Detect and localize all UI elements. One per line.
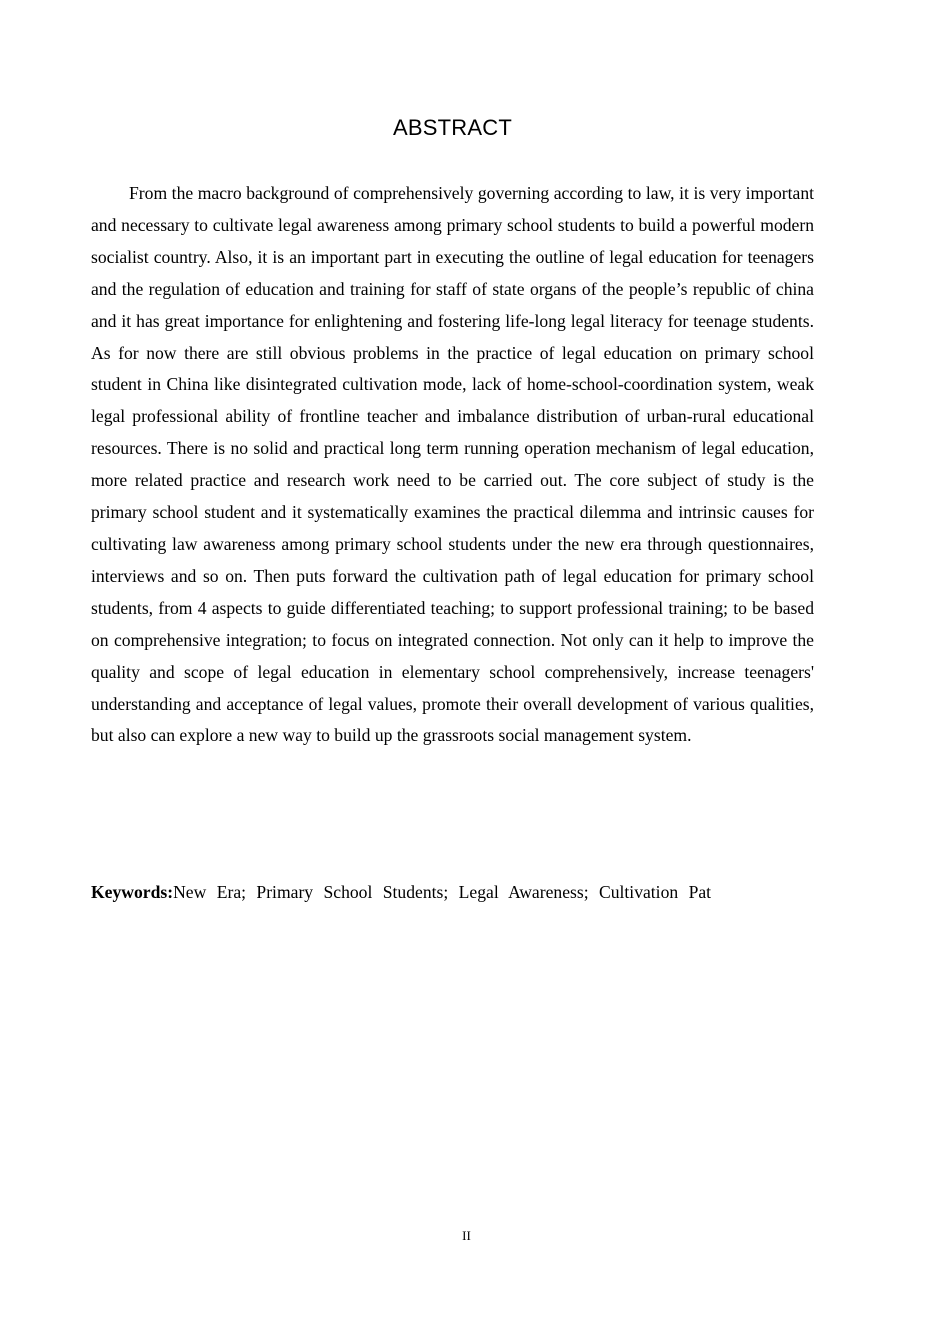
keywords-text: New Era; Primary School Students; Legal Awareness; Cultivation Pat: [173, 882, 712, 902]
abstract-heading: ABSTRACT: [393, 115, 512, 140]
page-number: II: [462, 1228, 471, 1243]
abstract-body: From the macro background of comprehensively governing according to law, it is very important and necessary to cultivate legal awareness among primary school students to build a powerful modern socialist country. Also, it is an important part in executing the outline of legal education for teenagers and the regulation of education and training for staff of state organs of the people’s republic of china and it has great importance for enlightening and fostering life-long legal literacy for teenage students. As for now there are still obvious problems in the practice of legal education on primary school student in China like disintegrated cultivation mode, lack of home-school-coordination system, weak legal professional ability of frontline teacher and imbalance distribution of urban-rural educational resources. There is no solid and practical long term running operation mechanism of legal education, more related practice and research work need to be carried out. The core subject of study is the primary school student and it systematically examines the practical dilemma and intrinsic causes for cultivating law awareness among primary school students under the new era through questionnaires, interviews and so on. Then puts forward the cultivation path of legal education for primary school students, from 4 aspects to guide differentiated teaching; to support professional training; to be based on comprehensive integration; to focus on integrated connection. Not only can it help to improve the quality and scope of legal education in elementary school comprehensively, increase teenagers' understanding and acceptance of legal values, promote their overall development of various qualities, but also can explore a new way to build up the grassroots social management system.: [91, 183, 814, 746]
keywords-label: Keywords:: [91, 882, 174, 902]
keywords-line: [91, 877, 814, 909]
